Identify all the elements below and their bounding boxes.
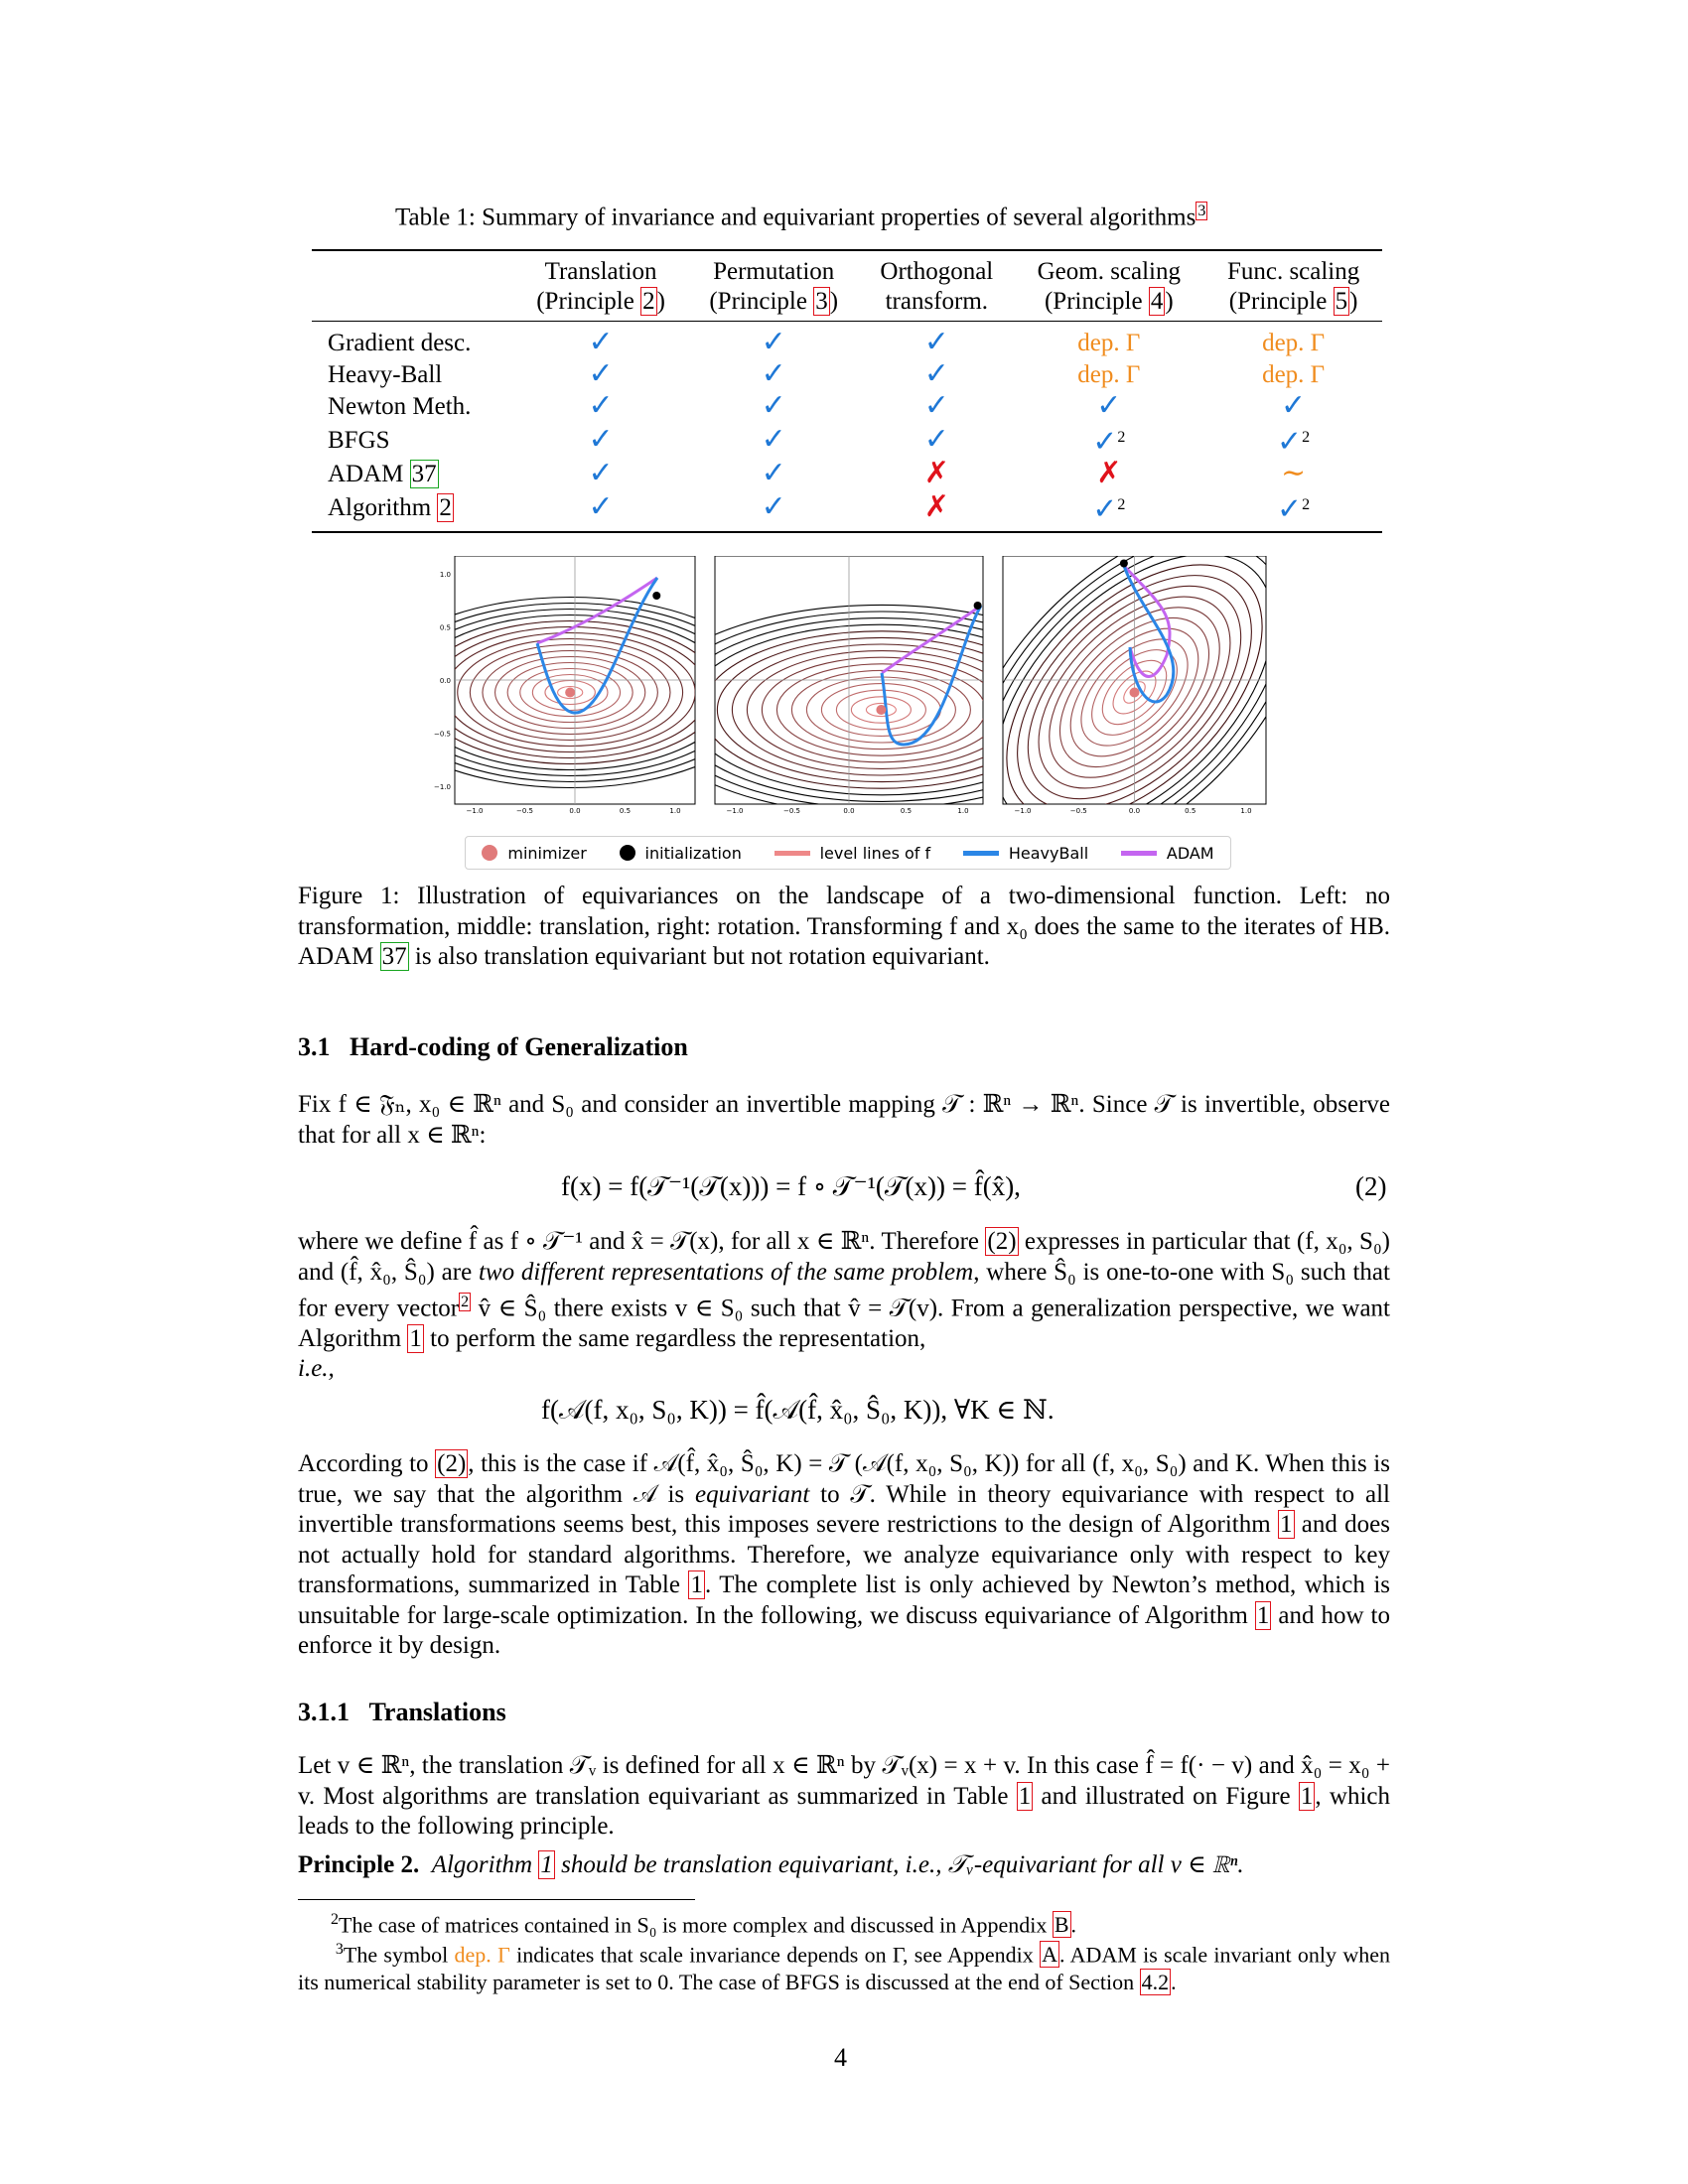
row-label: Heavy-Ball (328, 361, 443, 388)
section-paragraph-2: where we define f̂ as f ∘ 𝒯⁻¹ and x̂ = 𝒯(x), for all x ∈ ℝⁿ. Therefore (2) expresses in particular that (f, x₀, S₀) and (f̂, x̂₀, Ŝ₀) are two different representations of the same problem, where Ŝ₀ is one-to-one with S₀ such that for every vector $^2$ v̂ ∈ Ŝ₀ there exists v ∈ S₀ such that v̂ = 𝒯(v). From a generalization perspective, we want Algorithm 1 to perform the same regardless the representation, i.e., (298, 1228, 1390, 1383)
row-label: Gradient desc. (328, 330, 472, 356)
cross-mark-icon: ✗ (860, 490, 1013, 531)
minimizer-point (1130, 688, 1140, 698)
table-cell: dep. Γ (1262, 361, 1326, 388)
col-permutation: Permutation (Principle 3) (687, 250, 860, 322)
x-tick-label: −0.5 (783, 807, 800, 815)
equation-2: f(x) = f(𝒯⁻¹(𝒯(x))) = f ∘ 𝒯⁻¹(𝒯(x)) = f̂(x̂), (561, 1171, 1021, 1201)
check-mark-icon: ✓ (588, 326, 614, 358)
table-header-row (312, 250, 1382, 322)
row-label: BFGS (328, 427, 390, 455)
x-tick-label: 1.0 (1240, 807, 1252, 815)
x-tick-label: 0.0 (1128, 807, 1141, 815)
check-mark-icon: ✓ (588, 423, 614, 457)
check-mark-icon: ✓ (588, 457, 614, 490)
col-func-scaling: Func. scaling (Principle 5) (1204, 250, 1382, 322)
table-cell: dep. Γ (1077, 330, 1141, 356)
check-mark-icon: ✓$^2$ (1204, 490, 1382, 531)
x-tick-label: −1.0 (1014, 807, 1032, 815)
table-row (312, 423, 1382, 459)
x-tick-label: 0.5 (900, 807, 913, 815)
y-tick-label: 0.5 (439, 623, 451, 632)
figure-caption: Figure 1: Illustration of equivariances on the landscape of a two-dimensional function. Left: no transformation, middle: translation, right: rotation. Transforming f and x₀ does the same to the iterates of HB. ADAM 37 is also translation equivariant but not rotation equivariant. (298, 883, 1390, 970)
y-tick-label: 1.0 (439, 571, 451, 579)
x-tick-label: 0.5 (1185, 807, 1196, 815)
check-mark-icon: ✓ (761, 389, 786, 422)
cross-mark-icon: ✗ (1096, 457, 1122, 490)
table-row (312, 359, 1382, 391)
footnote-rule (298, 1899, 695, 1900)
tilde-mark-icon: ∼ (1281, 457, 1307, 490)
check-mark-icon: ✓ (761, 357, 786, 390)
table-cell: dep. Γ (1077, 361, 1141, 388)
check-mark-icon: ✓$^2$ (1013, 490, 1204, 531)
check-mark-icon: ✓ (514, 490, 687, 531)
col-translation: Translation (Principle 2) (514, 250, 687, 322)
check-mark-icon: ✓ (687, 490, 860, 531)
figure-panels (417, 556, 1271, 834)
equation-unnumbered: f(𝒜(f, x₀, S₀, K)) = f̂(𝒜(f̂, x̂₀, Ŝ₀, K)), ∀K ∈ ℕ. (541, 1395, 1055, 1425)
x-tick-label: −0.5 (1069, 807, 1087, 815)
section-paragraph-1: Fix f ∈ 𝔉ₙ, x₀ ∈ ℝⁿ and S₀ and consider an invertible mapping 𝒯 : ℝⁿ → ℝⁿ. Since 𝒯 is invertible, observe that for all x ∈ ℝⁿ: (298, 1091, 1390, 1149)
minimizer-point (876, 705, 886, 715)
table-row (312, 391, 1382, 423)
legend-adam: ADAM (1121, 844, 1214, 863)
heavyball-line-icon (963, 851, 999, 856)
x-tick-label: −0.5 (516, 807, 533, 815)
table-row (312, 459, 1382, 490)
table-caption: Table 1: Summary of invariance and equivariant properties of several algorithms $^3$ (395, 203, 1206, 231)
figure-legend (465, 836, 1231, 870)
x-tick-label: 0.5 (619, 807, 632, 815)
section-paragraph-3: According to (2), this is the case if 𝒜(f̂, x̂₀, Ŝ₀, K) = 𝒯 (𝒜(f, x₀, S₀, K)) for all (f, x₀, S₀) and K. When this is true, we say that the algorithm 𝒜 is equivariant to 𝒯. While in theory equivariance with respect to all invertible transformations seems best, this imposes severe restrictions to the design of Algorithm 1 and does not actually hold for standard algorithms. Therefore, we analyze equivariance only with respect to key transformations, summarized in Table 1. The complete list is only achieved by Newton’s method, which is unsuitable for large-scale optimization. In the following, we discuss equivariance of Algorithm 1 and how to enforce it by design. (298, 1450, 1391, 1659)
check-mark-icon: ✓$^2$ (1092, 425, 1126, 459)
x-tick-label: 0.0 (843, 807, 855, 815)
legend-heavyball: HeavyBall (963, 844, 1088, 863)
initialization-point (1120, 560, 1128, 568)
check-mark-icon: ✓ (923, 389, 949, 422)
minimizer-marker-icon (482, 845, 497, 861)
table-cell: dep. Γ (1262, 330, 1326, 356)
check-mark-icon: ✓ (761, 326, 786, 358)
legend-level-lines: level lines of f (774, 844, 931, 863)
check-mark-icon: ✓ (923, 423, 949, 457)
principle-2: Principle 2. Algorithm 1 should be translation equivariant, i.e., 𝒯ᵥ-equivariant for all v ∈ ℝⁿ. (298, 1851, 1244, 1878)
check-mark-icon: ✓ (923, 357, 949, 390)
check-mark-icon: ✓ (923, 326, 949, 358)
footnote-2: $^2$The case of matrices contained in S₀ is more complex and discussed in Appendix B. (331, 1911, 1077, 1938)
x-tick-label: 1.0 (669, 807, 681, 815)
table-body (312, 322, 1382, 532)
check-mark-icon: ✓ (1281, 389, 1307, 422)
subsection-paragraph: Let v ∈ ℝⁿ, the translation 𝒯ᵥ is defined for all x ∈ ℝⁿ by 𝒯ᵥ(x) = x + v. In this case f̂ = f(· − v) and x̂₀ = x₀ + v. Most algorithms are translation equivariant as summarized in Table 1 and illustrated on Figure 1, which leads to the following principle. (298, 1752, 1390, 1840)
subsection-heading: 3.1.1 Translations (298, 1698, 506, 1726)
footnote-ref[interactable]: 3 (1197, 203, 1206, 219)
minimizer-point (565, 688, 575, 698)
equation-number: (2) (1355, 1171, 1387, 1201)
x-tick-label: 1.0 (957, 807, 969, 815)
page-number: 4 (834, 2043, 847, 2072)
check-mark-icon: ✓ (588, 389, 614, 422)
y-tick-label: −1.0 (434, 783, 451, 791)
initialization-point (652, 592, 660, 600)
initialization-marker-icon (620, 845, 635, 861)
check-mark-icon: ✓ (761, 423, 786, 457)
check-mark-icon: ✓ (1096, 389, 1122, 422)
initialization-point (974, 602, 982, 610)
check-mark-icon: ✓ (588, 357, 614, 390)
table-row (312, 322, 1382, 360)
check-mark-icon: ✓$^2$ (1277, 425, 1311, 459)
footnote-3: $^3$The symbol dep. Γ indicates that scale invariance depends on Γ, see Appendix A. ADAM is scale invariant only when its numerical stability parameter is set to 0. The case of BFGS is discussed at the end of Section 4.2. (298, 1941, 1390, 1995)
level-line-icon (774, 851, 810, 856)
section-heading: 3.1 Hard-coding of Generalization (298, 1032, 688, 1061)
col-orthogonal: Orthogonal transform. (860, 250, 1013, 322)
y-tick-label: 0.0 (439, 677, 451, 685)
x-tick-label: 0.0 (569, 807, 581, 815)
row-label: Newton Meth. (328, 393, 472, 420)
cross-mark-icon: ✗ (923, 457, 949, 490)
y-tick-label: −0.5 (434, 730, 451, 739)
col-geom-scaling: Geom. scaling (Principle 4) (1013, 250, 1204, 322)
row-label: ADAM 37 (328, 461, 437, 488)
check-mark-icon: ✓ (761, 457, 786, 490)
x-tick-label: −1.0 (726, 807, 744, 815)
adam-line-icon (1121, 851, 1157, 856)
legend-initialization: initialization (620, 844, 742, 863)
row-label: Algorithm 2 (312, 490, 514, 531)
legend-minimizer: minimizer (482, 844, 586, 863)
x-tick-label: −1.0 (466, 807, 484, 815)
table-row (312, 490, 1382, 531)
summary-table (312, 249, 1382, 533)
